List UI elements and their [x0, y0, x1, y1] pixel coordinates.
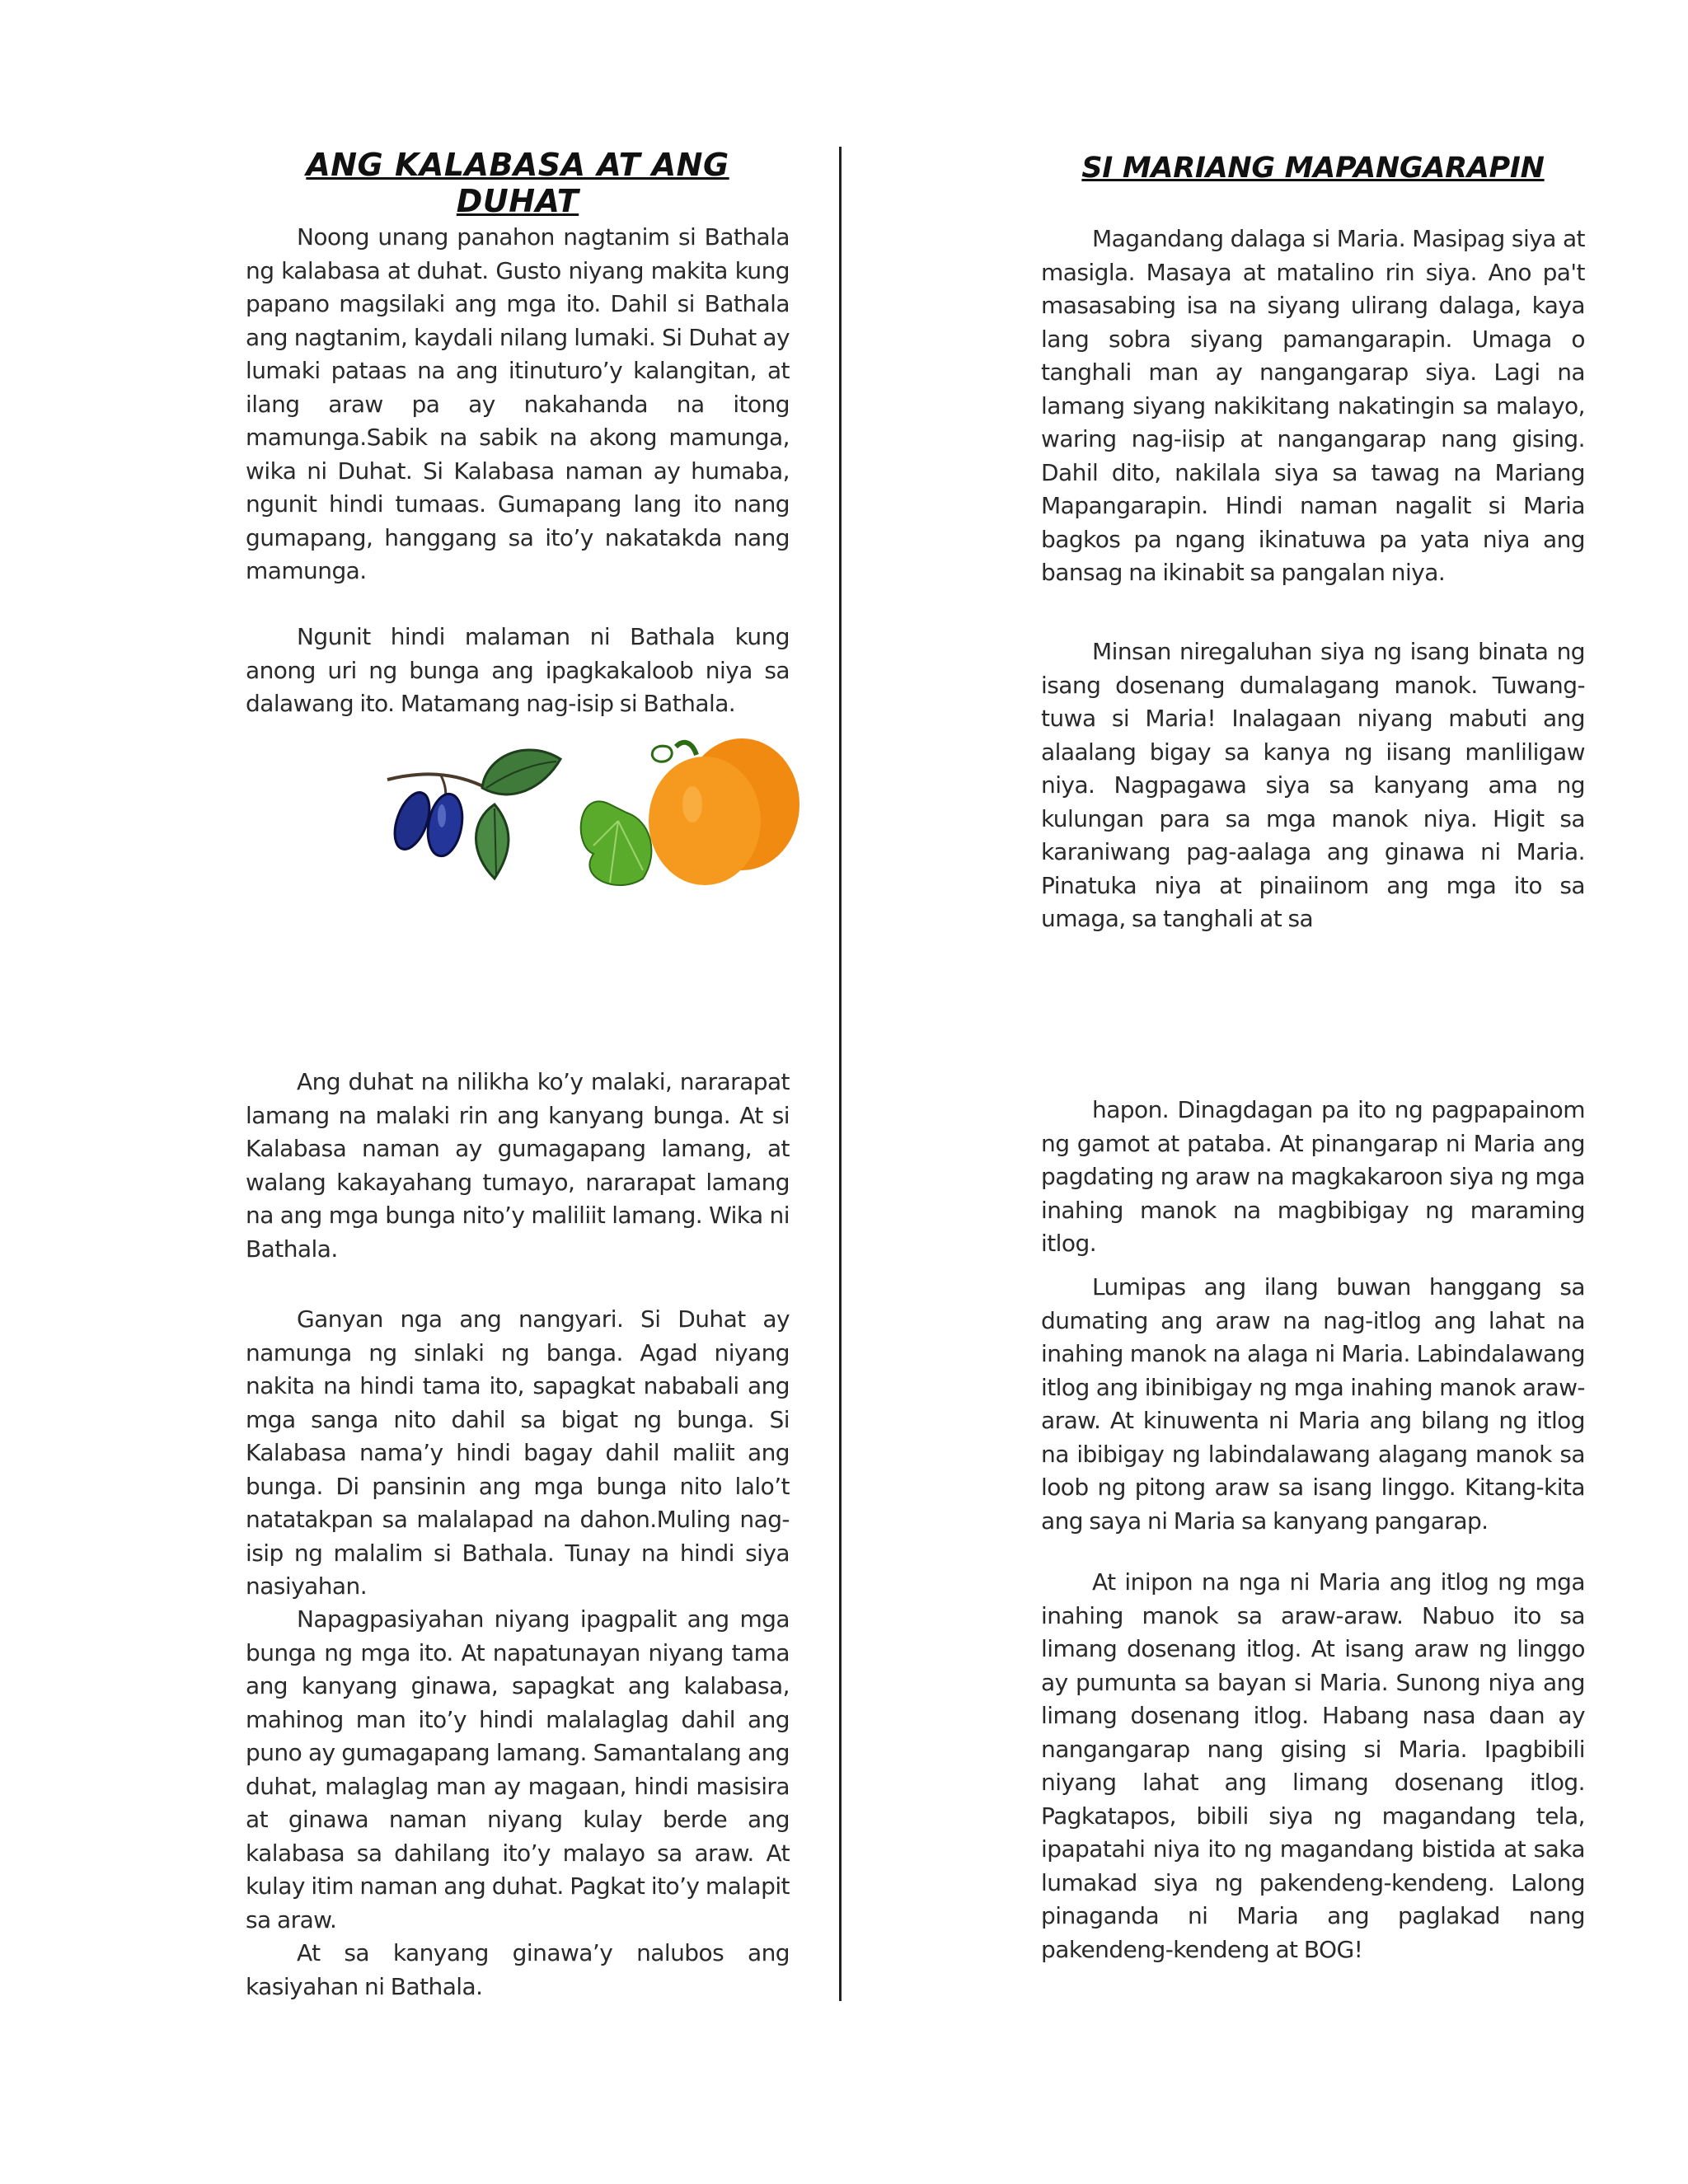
paragraph: Lumipas ang ilang buwan hanggang sa dumating ang araw na nag-itlog ang lahat na inahing manok na alaga ni Maria. Labindalawang itlog ang ibinibigay ng mga inahing manok araw-araw. At kinuwenta ni Maria ang bilang ng itlog na ibibigay ng labindalawang alagang manok sa loob ng pitong araw sa isang linggo. Kitang-kita ang saya ni Maria sa kanyang pangarap. [1041, 1273, 1585, 1535]
column-divider [839, 147, 842, 2001]
duhat-and-kalabasa-illustration [371, 730, 808, 903]
paragraph: Napagpasiyahan niyang ipagpalit ang mga bunga ng mga ito. At napatunayan niyang tama ang kanyang ginawa, sapagkat ang kalabasa, mahinog man ito’y hindi malalaglag dahil ang puno ay gumagapang lamang. Samantalang ang duhat, malaglag man ay magaan, hindi masisira at ginawa naman niyang kulay berde ang kalabasa sa dahilang ito’y malayo sa araw. At kulay itim naman ang duhat. Pagkat ito’y malapit sa araw. [246, 1605, 790, 1933]
paragraph: Ang duhat na nilikha ko’y malaki, nararapat lamang na malaki rin ang kanyang bunga. At si Kalabasa naman ay gumagapang lamang, at walang kakayahang tumayo, nararapat lamang na ang mga bunga nito’y maliliit lamang. Wika ni Bathala. [246, 1068, 790, 1263]
paragraph: At inipon na nga ni Maria ang itlog ng mga inahing manok sa araw-araw. Nabuo ito sa limang dosenang itlog. At isang araw ng linggo ay pumunta sa bayan si Maria. Sunong niya ang limang dosenang itlog. Habang nasa daan ay nangangarap nang gising si Maria. Ipagbibili niyang lahat ang limang dosenang itlog. Pagkatapos, bibili siya ng magandang tela, ipapatahi niya ito ng magandang bistida at saka lumakad siya ng pakendeng-kendeng. Lalong pinaganda ni Maria ang paglakad nang pakendeng-kendeng at BOG! [1041, 1568, 1585, 1963]
duhat-branch-icon [387, 750, 560, 879]
paragraph: Ganyan nga ang nangyari. Si Duhat ay namunga ng sinlaki ng banga. Agad niyang nakita na hindi tama ito, sapagkat nababali ang mga sanga nito dahil sa bigat ng bunga. Si Kalabasa nama’y hindi bagay dahil maliit ang bunga. Di pansinin ang mga bunga nito lalo’t natatakpan sa malalapad na dahon.Muling nag-isip ng malalim si Bathala. Tunay na hindi siya nasiyahan. [246, 1305, 790, 1600]
paragraph: Noong unang panahon nagtanim si Bathala ng kalabasa at duhat. Gusto niyang makita kung papano magsilaki ang mga ito. Dahil si Bathala ang nagtanim, kaydali nilang lumaki. Si Duhat ay lumaki pataas na ang itinuturo’y kalangitan, at ilang araw pa ay nakahanda na itong mamunga.Sabik na sabik na akong mamunga, wika ni Duhat. Si Kalabasa naman ay humaba, ngunit hindi tumaas. Gumapang lang ito nang gumapang, hanggang sa ito’y nakatakda nang mamunga. [246, 223, 790, 584]
paragraph: hapon. Dinagdagan pa ito ng pagpapainom ng gamot at pataba. At pinangarap ni Maria ang pagdating ng araw na magkakaroon siya ng mga inahing manok na magbibigay ng maraming itlog. [1041, 1096, 1585, 1257]
paragraph: Minsan niregaluhan siya ng isang binata ng isang dosenang dumalagang manok. Tuwang-tuwa si Maria! Inalagaan niyang mabuti ang alaalang bigay sa kanya ng iisang manliligaw niya. Nagpagawa siya sa kanyang ama ng kulungan para sa mga manok niya. Higit sa karaniwang pag-aalaga ang ginawa ni Maria. Pinatuka niya at pinaiinom ang mga ito sa umaga, sa tanghali at sa [1041, 638, 1585, 932]
story-title-maria: SI MARIANG MAPANGARAPIN [1081, 152, 1545, 185]
paragraph: Ngunit hindi malaman ni Bathala kung anong uri ng bunga ang ipagkakaloob niya sa dalawang ito. Matamang nag-isip si Bathala. [246, 623, 790, 717]
kalabasa-icon [581, 738, 799, 885]
paragraph: Magandang dalaga si Maria. Masipag siya at masigla. Masaya at matalino rin siya. Ano pa't masasabing isa na siyang ulirang dalaga, kaya lang sobra siyang pamangarapin. Umaga o tanghali man ay nangangarap siya. Lagi na lamang siyang nakikitang nakatingin sa malayo, waring nag-iisip at nangangarap nang gising. Dahil dito, nakilala siya sa tawag na Mariang Mapangarapin. Hindi naman nagalit si Maria bagkos pa ngang ikinatuwa pa yata niya ang bansag na ikinabit sa pangalan niya. [1041, 225, 1585, 586]
paragraph: At sa kanyang ginawa’y nalubos ang kasiyahan ni Bathala. [246, 1939, 790, 2000]
story-title-kalabasa: ANG KALABASA AT ANG DUHAT [306, 147, 729, 219]
